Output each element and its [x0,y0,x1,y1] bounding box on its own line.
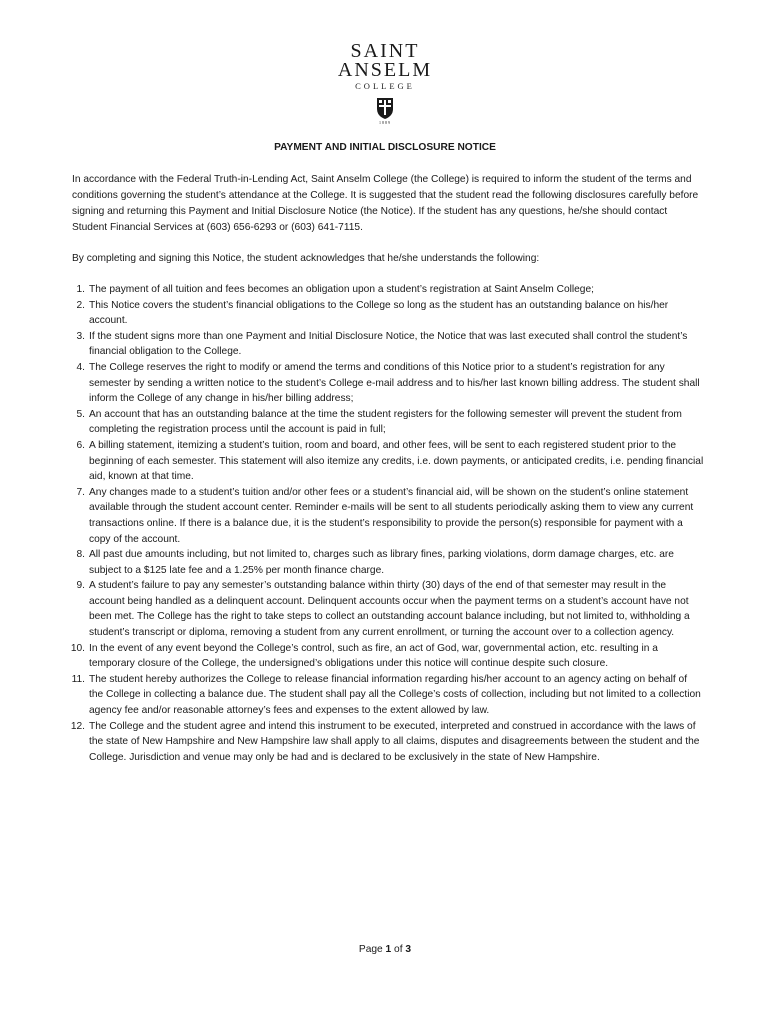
college-logo [330,42,440,126]
item-number: 5. [76,408,85,420]
item-text: The student hereby authorizes the College to release financial information regarding his/her account to an agency acting on behalf of the College in collecting a balance due. The student shall pay all the College’s costs of collection, including but not limited to a collection agency fee and/or reasonable attorney’s fees and expenses to the extent allowed by law. [89,673,701,717]
page-current: 1 [385,944,392,955]
logo-text-anselm: ANSELM [337,59,433,81]
item-text: If the student signs more than one Payment and Initial Disclosure Notice, the Notice that was last executed shall control the student’s financial obligation to the College. [89,330,688,358]
item-number: 1. [76,284,85,295]
page-of: of [391,944,406,955]
page-number [0,944,770,955]
list-item [72,407,704,438]
document-title: PAYMENT AND INITIAL DISCLOSURE NOTICE [274,142,496,153]
item-text: In the event of any event beyond the College’s control, such as fire, an act of God, war, governmental action, etc. resulting in a temporary closure of the College, the undersigned’s obligations under this notice will continue despite such closure. [89,642,658,670]
college-crest-icon [375,96,395,120]
item-number: 10. [70,642,85,654]
item-number: 3. [76,330,85,342]
item-text: The College reserves the right to modify or amend the terms and conditions of this Notice prior to a student’s registration for any semester by sending a written notice to the student’s College e-mail address and to his/her last known billing address. The student shall inform the College of any change in his/her billing address; [89,361,700,405]
list-item [72,719,704,766]
item-number: 8. [76,549,85,561]
item-text: The payment of all tuition and fees becomes an obligation upon a student’s registration at Saint Anselm College; [89,284,594,295]
item-text: The College and the student agree and intend this instrument to be executed, interpreted and construed in accordance with the laws of the state of New Hampshire and New Hampshire law shall apply to all claims, disputes and disagreements between the student and the College. Jurisdiction and venue may only be had and is declared to be exclusively in the state of New Hampshire. [89,720,700,763]
item-number: 7. [76,486,85,498]
list-item [72,578,704,640]
logo-text-college: COLLEGE [355,81,415,91]
item-number: 6. [76,439,85,451]
list-item [72,672,704,719]
logo-text-saint: SAINT [350,40,420,62]
list-item [72,329,704,360]
intro-paragraph: In accordance with the Federal Truth-in-Lending Act, Saint Anselm College (the College) is required to inform the student of the terms and conditions governing the student’s attendance at the College. It is suggested that the student read the following disclosures carefully before signing and returning this Payment and Initial Disclosure Notice (the Notice). If the student has any questions, he/she should contact Student Financial Services at (603) 656-6293 or (603) 641-7115. [72,174,699,233]
item-number: 9. [76,580,85,592]
list-item [72,282,704,298]
list-item [72,641,704,672]
item-number: 12. [70,720,85,732]
page-prefix: Page [358,944,386,955]
list-item [72,360,704,407]
list-item [72,438,704,485]
item-number: 4. [76,361,85,373]
item-text: This Notice covers the student’s financial obligations to the College so long as the student has an outstanding balance on his/her account. [89,299,669,327]
item-text: All past due amounts including, but not limited to, charges such as library fines, parking violations, dorm damage charges, etc. are subject to a $125 late fee and a 1.25% per month finance charge. [89,549,674,576]
terms-list [72,282,704,765]
item-number: 11. [71,673,85,685]
item-number: 2. [76,299,85,311]
item-text: A student’s failure to pay any semester’s outstanding balance within thirty (30) days of the end of that semester may result in the account being handled as a delinquent account. Delinquent accounts occur when the payment terms on a student’s account have not been met. The College has the right to take steps to collect an outstanding account balance including, but not limited to, withholding a student’s transcript or diploma, removing a student from any current enrollment, or turning the account over to a collection agency. [89,580,690,639]
item-text: An account that has an outstanding balance at the time the student registers for the following semester will prevent the student from completing the registration process until the account is paid in full; [89,408,682,436]
page-total: 3 [405,944,412,955]
item-text: A billing statement, itemizing a student’s tuition, room and board, and other fees, will be sent to each registered student prior to the beginning of each semester. This statement will also itemize any credits, i.e. down payments, or anticipated credits, i.e. pending financial aid, known at that time. [89,439,704,483]
list-item [72,485,704,547]
acknowledgement-paragraph: By completing and signing this Notice, the student acknowledges that he/she understands the following: [72,253,540,264]
list-item [72,298,704,329]
logo-motto: 1889 [379,120,391,125]
item-text: Any changes made to a student’s tuition and/or other fees or a student’s financial aid, will be shown on the student’s online statement available through the student account center. Reminder e-mails will be sent to all students periodically asking them to view any current transactions online. If there is a balance due, it is the student’s responsibility to provide the person(s) responsible for payment with a copy of the account. [89,486,694,545]
list-item [72,547,704,578]
